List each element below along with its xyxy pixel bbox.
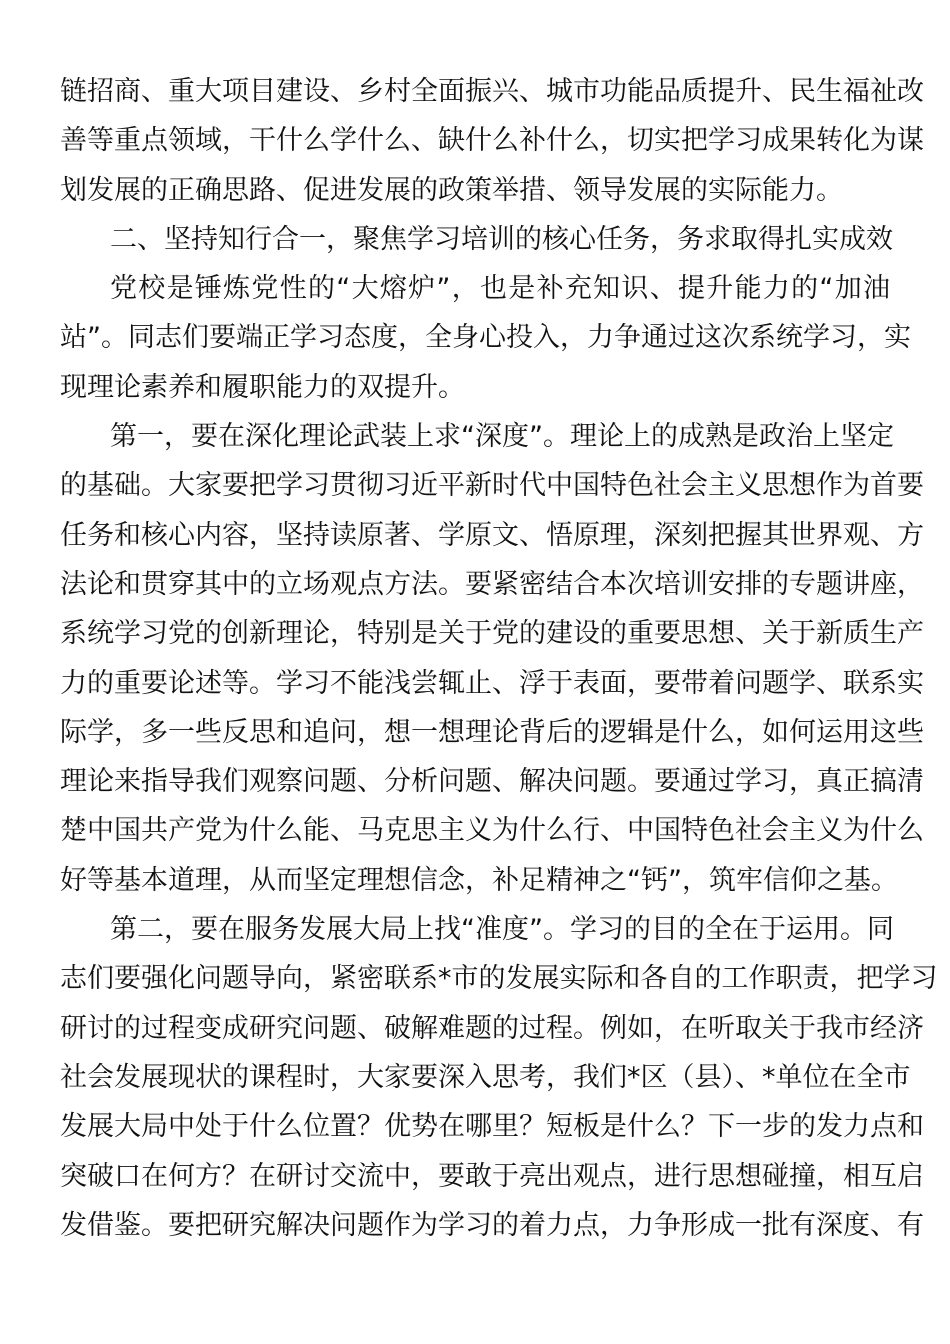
body-line-9: 的基础。大家要把学习贯彻习近平新时代中国特色社会主义思想作为首要	[60, 470, 924, 502]
body-line-19: 志们要强化问题导向，紧密联系*市的发展实际和各自的工作职责，把学习	[60, 963, 938, 995]
body-line-23: 突破口在何方？在研讨交流中，要敢于亮出观点，进行思想碰撞，相互启	[60, 1160, 924, 1192]
body-line-18: 第二，要在服务发展大局上找“准度”。学习的目的全在于运用。同	[110, 914, 894, 946]
body-line-12: 系统学习党的创新理论，特别是关于党的建设的重要思想、关于新质生产	[60, 618, 924, 650]
body-line-5: 党校是锤炼党性的“大熔炉”，也是补充知识、提升能力的“加油	[110, 273, 890, 305]
body-line-21: 社会发展现状的课程时，大家要深入思考，我们*区（县）、*单位在全市	[60, 1061, 911, 1093]
body-line-1: 链招商、重大项目建设、乡村全面振兴、城市功能品质提升、民生福祉改	[60, 76, 924, 107]
body-line-11: 法论和贯穿其中的立场观点方法。要紧密结合本次培训安排的专题讲座，	[60, 568, 924, 600]
body-line-6: 站”。同志们要端正学习态度，全身心投入，力争通过这次系统学习，实	[60, 322, 911, 354]
body-line-15: 理论来指导我们观察问题、分析问题、解决问题。要通过学习，真正搞清	[60, 766, 924, 798]
body-line-13: 力的重要论述等。学习不能浅尝辄止、浮于表面，要带着问题学、联系实	[60, 667, 924, 699]
body-line-10: 任务和核心内容，坚持读原著、学原文、悟原理，深刻把握其世界观、方	[60, 519, 924, 551]
section-heading: 二、坚持知行合一，聚焦学习培训的核心任务，务求取得扎实成效	[110, 223, 893, 255]
body-line-3: 划发展的正确思路、促进发展的政策举措、领导发展的实际能力。	[60, 174, 843, 206]
body-line-17: 好等基本道理，从而坚定理想信念，补足精神之“钙”，筑牢信仰之基。	[60, 864, 898, 896]
body-line-2: 善等重点领域，干什么学什么、缺什么补什么，切实把学习成果转化为谋	[60, 125, 924, 157]
body-line-20: 研讨的过程变成研究问题、破解难题的过程。例如，在听取关于我市经济	[60, 1012, 924, 1044]
document-page	[60, 67, 938, 1250]
body-line-16: 楚中国共产党为什么能、马克思主义为什么行、中国特色社会主义为什么	[60, 815, 924, 847]
body-line-22: 发展大局中处于什么位置？优势在哪里？短板是什么？下一步的发力点和	[60, 1111, 924, 1143]
body-line-14: 际学，多一些反思和追问，想一想理论背后的逻辑是什么，如何运用这些	[60, 716, 924, 748]
body-line-24: 发借鉴。要把研究解决问题作为学习的着力点，力争形成一批有深度、有	[60, 1209, 924, 1241]
body-line-7: 现理论素养和履职能力的双提升。	[60, 371, 465, 403]
body-line-8: 第一，要在深化理论武装上求“深度”。理论上的成熟是政治上坚定	[110, 421, 894, 453]
